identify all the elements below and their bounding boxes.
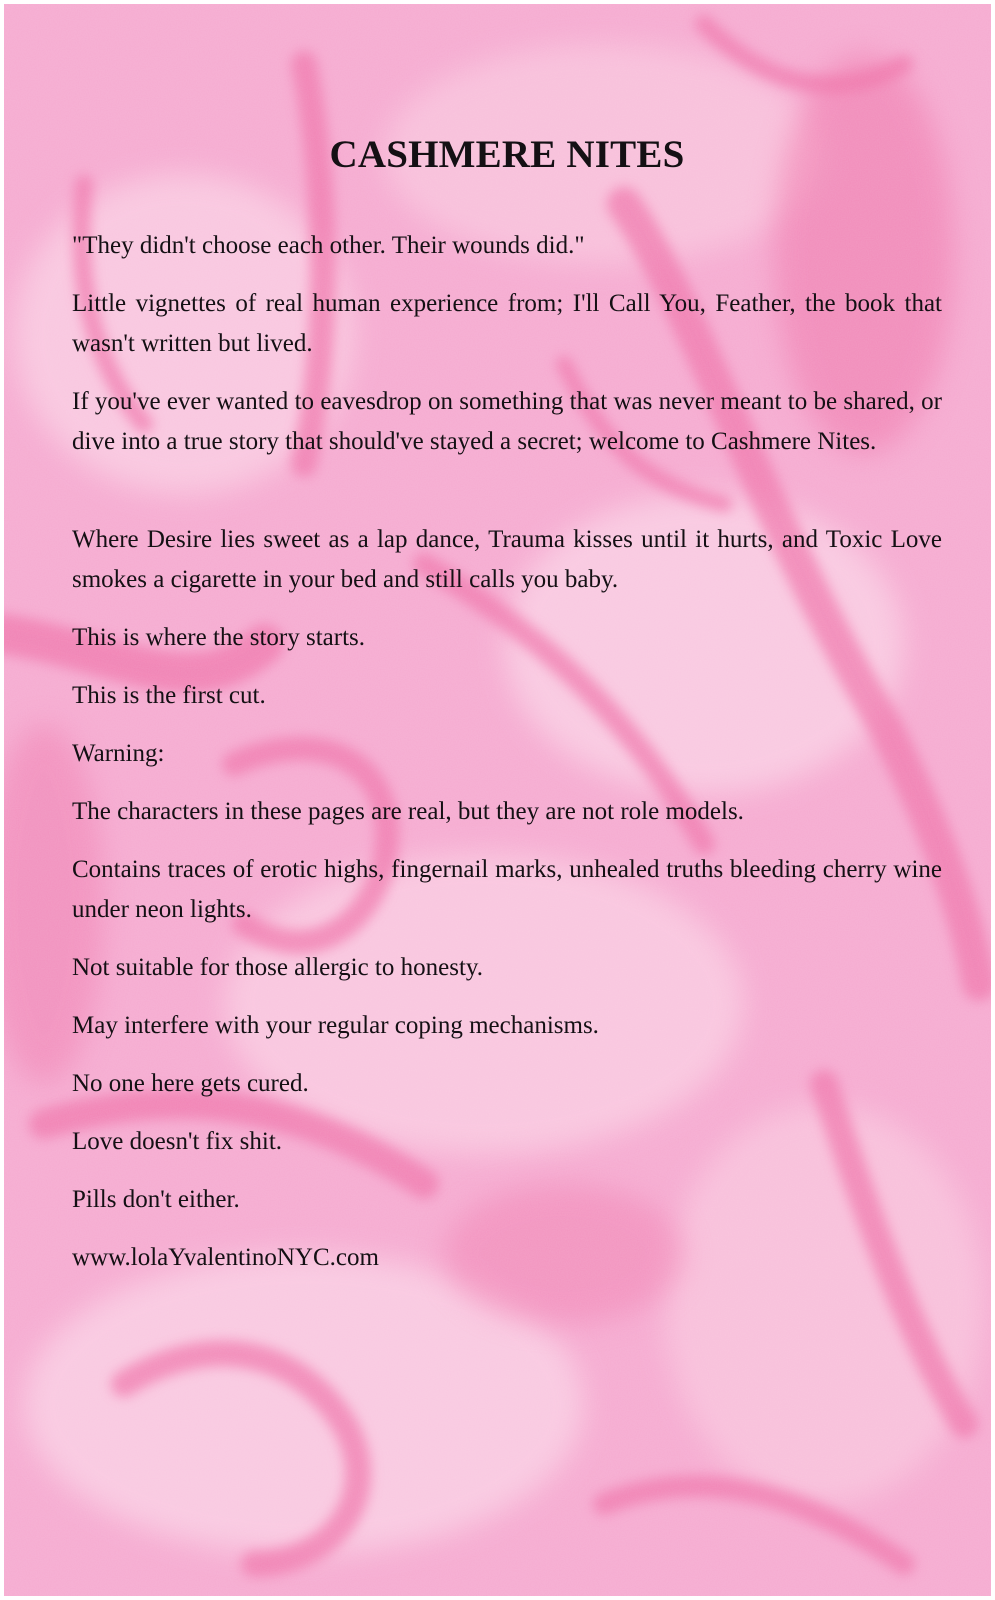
page-title: CASHMERE NITES (329, 133, 685, 176)
paragraph-vignettes: Little vignettes of real human experience from; I'll Call You, Feather, the book that wasn't written but lived. (72, 290, 942, 357)
book-page (4, 4, 991, 1596)
paragraph-eavesdrop: If you've ever wanted to eavesdrop on something that was never meant to be shared, or dive into a true story that should've stayed a secret; welcome to Cashmere Nites. (72, 388, 942, 455)
paragraph-coping: May interfere with your regular coping mechanisms. (72, 1012, 599, 1039)
paragraph-first-cut: This is the first cut. (72, 682, 266, 709)
paragraph-characters: The characters in these pages are real, but they are not role models. (72, 798, 744, 825)
paragraph-love: Love doesn't fix shit. (72, 1128, 283, 1155)
paragraph-warning: Warning: (72, 740, 165, 767)
paragraph-no-cure: No one here gets cured. (72, 1070, 309, 1097)
paragraph-not-suitable: Not suitable for those allergic to honesty. (72, 954, 484, 981)
website-url: www.lolaYvalentinoNYC.com (72, 1244, 379, 1271)
paragraph-contains: Contains traces of erotic highs, fingernail marks, unhealed truths bleeding cherry wine under neon lights. (72, 856, 942, 923)
paragraph-story-starts: This is where the story starts. (72, 624, 366, 651)
paragraph-desire: Where Desire lies sweet as a lap dance, Trauma kisses until it hurts, and Toxic Love smokes a cigarette in your bed and still calls you baby. (72, 526, 942, 593)
paragraph-tagline: "They didn't choose each other. Their wounds did." (72, 232, 585, 259)
paragraph-pills: Pills don't either. (72, 1186, 240, 1213)
